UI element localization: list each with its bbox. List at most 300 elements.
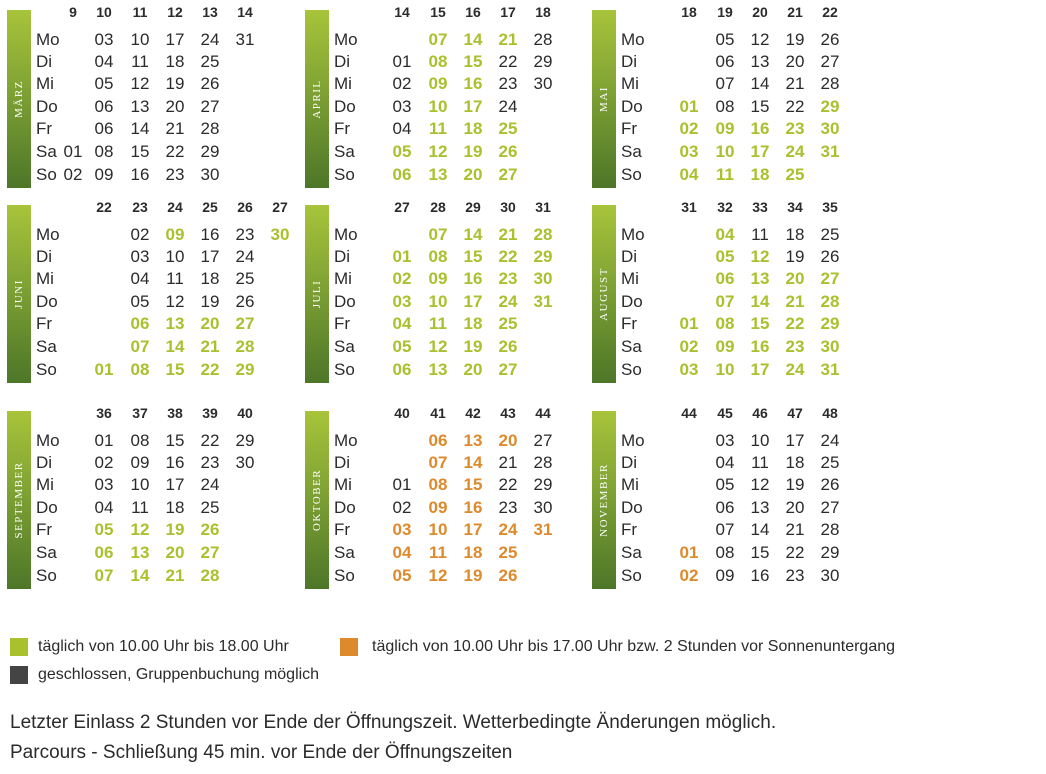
date-cell: 15 (750, 543, 770, 562)
day-name: So (621, 360, 642, 379)
week-number: 22 (96, 199, 112, 215)
date-cell: 13 (750, 52, 770, 71)
date-cell: 25 (200, 498, 220, 517)
date-cell: 24 (498, 520, 518, 539)
date-cell: 06 (392, 360, 412, 379)
day-name: Mi (621, 269, 639, 288)
date-cell: 08 (428, 475, 448, 494)
date-cell: 13 (463, 431, 483, 450)
day-name: So (36, 165, 57, 184)
day-name: Mi (621, 74, 639, 93)
week-number: 33 (752, 199, 768, 215)
date-cell: 06 (715, 498, 735, 517)
date-cell: 25 (498, 314, 518, 333)
date-cell: 30 (533, 74, 553, 93)
date-cell: 20 (165, 543, 185, 562)
date-cell: 31 (820, 142, 840, 161)
date-cell: 09 (715, 566, 735, 585)
day-name: Do (36, 97, 58, 116)
date-cell: 15 (750, 314, 770, 333)
day-name: Mo (621, 30, 645, 49)
day-name: Mi (334, 475, 352, 494)
date-cell: 27 (235, 314, 255, 333)
day-name: Sa (621, 142, 642, 161)
month-1 (298, 4, 598, 194)
date-cell: 12 (428, 337, 448, 356)
date-cell: 22 (785, 543, 805, 562)
day-name: Do (36, 292, 58, 311)
week-number: 45 (717, 405, 733, 421)
day-name: So (36, 360, 57, 379)
date-cell: 08 (715, 97, 735, 116)
month-5 (585, 199, 885, 389)
day-name: Mi (36, 74, 54, 93)
date-cell: 16 (750, 337, 770, 356)
date-cell: 10 (428, 292, 448, 311)
day-name: Sa (334, 543, 355, 562)
date-cell: 12 (130, 520, 150, 539)
date-cell: 03 (715, 431, 735, 450)
date-cell: 11 (751, 453, 769, 472)
date-cell: 16 (750, 566, 770, 585)
day-name: Mo (334, 30, 358, 49)
month-band (305, 411, 329, 589)
week-number: 34 (787, 199, 803, 215)
date-cell: 02 (130, 225, 150, 244)
date-cell: 28 (533, 225, 553, 244)
date-cell: 24 (200, 475, 220, 494)
date-cell: 03 (392, 97, 412, 116)
date-cell: 23 (200, 453, 220, 472)
date-cell: 20 (785, 498, 805, 517)
week-number: 39 (202, 405, 218, 421)
date-cell: 09 (428, 74, 448, 93)
day-name: Di (334, 52, 351, 71)
date-cell: 24 (200, 30, 220, 49)
month-band (592, 205, 616, 383)
legend-dark-text: geschlossen, Gruppenbuchung möglich (38, 666, 320, 683)
month-8 (585, 405, 885, 595)
date-cell: 04 (94, 498, 114, 517)
date-cell: 11 (131, 52, 149, 71)
month-7 (298, 405, 598, 595)
date-cell: 14 (463, 225, 483, 244)
date-cell: 22 (200, 360, 220, 379)
date-cell: 06 (94, 543, 114, 562)
date-cell: 22 (200, 431, 220, 450)
date-cell: 27 (498, 165, 518, 184)
date-cell: 20 (498, 431, 518, 450)
date-cell: 12 (130, 74, 150, 93)
day-name: Fr (621, 119, 638, 138)
date-cell: 08 (715, 543, 735, 562)
date-cell: 10 (750, 431, 770, 450)
week-number: 29 (465, 199, 481, 215)
date-cell: 18 (785, 225, 805, 244)
date-cell: 25 (200, 52, 220, 71)
date-cell: 02 (392, 498, 412, 517)
day-name: Di (621, 52, 638, 71)
date-cell: 23 (498, 269, 518, 288)
month-name: APRIL (311, 79, 323, 119)
date-cell: 23 (235, 225, 255, 244)
week-number: 14 (394, 4, 410, 20)
date-cell: 09 (428, 269, 448, 288)
week-number: 48 (822, 405, 838, 421)
week-number: 23 (132, 199, 148, 215)
date-cell: 08 (130, 431, 150, 450)
date-cell: 03 (392, 292, 412, 311)
date-cell: 22 (165, 142, 185, 161)
date-cell: 22 (498, 247, 518, 266)
week-number: 37 (132, 405, 148, 421)
week-number: 31 (535, 199, 551, 215)
date-cell: 29 (235, 360, 255, 379)
date-cell: 28 (533, 30, 553, 49)
day-name: Sa (36, 142, 57, 161)
month-band (7, 10, 31, 188)
week-number: 46 (752, 405, 768, 421)
date-cell: 29 (533, 247, 553, 266)
date-cell: 04 (130, 269, 150, 288)
month-band (592, 10, 616, 188)
date-cell: 24 (498, 292, 518, 311)
date-cell: 17 (463, 520, 483, 539)
date-cell: 27 (820, 269, 840, 288)
week-number: 32 (717, 199, 733, 215)
day-name: Di (334, 453, 351, 472)
date-cell: 06 (392, 165, 412, 184)
date-cell: 06 (715, 269, 735, 288)
date-cell: 09 (428, 498, 448, 517)
date-cell: 08 (94, 142, 114, 161)
date-cell: 12 (165, 292, 185, 311)
date-cell: 01 (63, 142, 83, 161)
date-cell: 20 (200, 314, 220, 333)
date-cell: 03 (679, 142, 699, 161)
date-cell: 21 (498, 225, 518, 244)
day-name: Fr (36, 119, 53, 138)
legend-green-text: täglich von 10.00 Uhr bis 18.00 Uhr (38, 638, 289, 655)
date-cell: 10 (130, 475, 150, 494)
date-cell: 05 (94, 520, 114, 539)
day-name: Mo (36, 431, 60, 450)
date-cell: 10 (130, 30, 150, 49)
date-cell: 21 (498, 30, 518, 49)
date-cell: 05 (392, 566, 412, 585)
month-band (305, 10, 329, 188)
week-number: 40 (237, 405, 253, 421)
date-cell: 30 (533, 269, 553, 288)
date-cell: 13 (165, 314, 185, 333)
date-cell: 12 (750, 247, 770, 266)
date-cell: 20 (463, 165, 483, 184)
note-parcours: Parcours - Schließung 45 min. vor Ende der Öffnungszeiten (10, 742, 513, 763)
date-cell: 14 (750, 292, 770, 311)
date-cell: 11 (429, 314, 447, 333)
date-cell: 26 (200, 74, 220, 93)
week-number: 40 (394, 405, 410, 421)
date-cell: 18 (463, 543, 483, 562)
date-cell: 25 (235, 269, 255, 288)
date-cell: 31 (235, 30, 255, 49)
date-cell: 06 (428, 431, 448, 450)
day-name: Fr (36, 520, 53, 539)
date-cell: 15 (165, 360, 185, 379)
date-cell: 19 (463, 142, 483, 161)
month-2 (585, 4, 885, 194)
date-cell: 27 (200, 543, 220, 562)
date-cell: 08 (715, 314, 735, 333)
date-cell: 05 (130, 292, 150, 311)
day-name: Fr (621, 520, 638, 539)
date-cell: 11 (166, 269, 184, 288)
date-cell: 21 (165, 119, 185, 138)
date-cell: 10 (715, 142, 735, 161)
date-cell: 09 (130, 453, 150, 472)
date-cell: 15 (463, 247, 483, 266)
date-cell: 25 (820, 453, 840, 472)
date-cell: 24 (785, 360, 805, 379)
month-band (592, 411, 616, 589)
week-number: 36 (96, 405, 112, 421)
date-cell: 24 (498, 97, 518, 116)
date-cell: 11 (429, 543, 447, 562)
date-cell: 21 (785, 520, 805, 539)
date-cell: 07 (715, 292, 735, 311)
date-cell: 17 (463, 97, 483, 116)
date-cell: 28 (200, 566, 220, 585)
legend-swatch-green (10, 638, 28, 656)
date-cell: 20 (463, 360, 483, 379)
week-number: 20 (752, 4, 768, 20)
date-cell: 15 (463, 475, 483, 494)
date-cell: 28 (820, 520, 840, 539)
date-cell: 11 (429, 119, 447, 138)
month-band (7, 411, 31, 589)
date-cell: 14 (463, 30, 483, 49)
date-cell: 28 (533, 453, 553, 472)
date-cell: 14 (463, 453, 483, 472)
month-name: SEPTEMBER (13, 461, 25, 539)
date-cell: 23 (785, 566, 805, 585)
date-cell: 27 (498, 360, 518, 379)
date-cell: 09 (94, 165, 114, 184)
date-cell: 04 (715, 225, 735, 244)
date-cell: 02 (392, 269, 412, 288)
month-name: MAI (598, 86, 610, 112)
day-name: Mi (334, 269, 352, 288)
date-cell: 05 (715, 475, 735, 494)
day-name: Sa (36, 337, 57, 356)
date-cell: 14 (165, 337, 185, 356)
week-number: 15 (430, 4, 446, 20)
date-cell: 05 (392, 337, 412, 356)
week-number: 9 (69, 4, 77, 20)
date-cell: 19 (165, 520, 185, 539)
date-cell: 17 (785, 431, 805, 450)
date-cell: 19 (785, 247, 805, 266)
day-name: Do (334, 292, 356, 311)
week-number: 41 (430, 405, 446, 421)
month-name: JUNI (13, 279, 25, 309)
date-cell: 01 (392, 52, 412, 71)
date-cell: 01 (679, 543, 699, 562)
date-cell: 02 (679, 337, 699, 356)
day-name: Sa (334, 337, 355, 356)
date-cell: 12 (428, 566, 448, 585)
date-cell: 05 (392, 142, 412, 161)
date-cell: 08 (130, 360, 150, 379)
date-cell: 18 (750, 165, 770, 184)
month-3 (0, 199, 300, 389)
date-cell: 25 (820, 225, 840, 244)
date-cell: 04 (679, 165, 699, 184)
day-name: So (36, 566, 57, 585)
date-cell: 16 (463, 269, 483, 288)
date-cell: 14 (750, 74, 770, 93)
date-cell: 18 (165, 498, 185, 517)
day-name: Do (621, 498, 643, 517)
week-number: 26 (237, 199, 253, 215)
day-name: Fr (621, 314, 638, 333)
week-number: 22 (822, 4, 838, 20)
date-cell: 29 (533, 475, 553, 494)
date-cell: 08 (428, 52, 448, 71)
date-cell: 16 (130, 165, 150, 184)
date-cell: 12 (750, 475, 770, 494)
date-cell: 27 (533, 431, 553, 450)
week-number: 10 (96, 4, 112, 20)
date-cell: 23 (785, 119, 805, 138)
date-cell: 10 (428, 520, 448, 539)
date-cell: 30 (820, 119, 840, 138)
date-cell: 11 (716, 165, 734, 184)
date-cell: 06 (130, 314, 150, 333)
day-name: Mi (36, 475, 54, 494)
day-name: Di (621, 453, 638, 472)
date-cell: 07 (428, 225, 448, 244)
day-name: Do (621, 292, 643, 311)
date-cell: 21 (785, 74, 805, 93)
day-name: So (334, 566, 355, 585)
date-cell: 19 (463, 337, 483, 356)
date-cell: 13 (428, 165, 448, 184)
date-cell: 31 (533, 520, 553, 539)
week-number: 13 (202, 4, 218, 20)
legend-orange-text: täglich von 10.00 Uhr bis 17.00 Uhr bzw. 2 Stunden vor Sonnenuntergang (372, 638, 896, 655)
day-name: So (621, 566, 642, 585)
date-cell: 25 (498, 119, 518, 138)
week-number: 31 (681, 199, 697, 215)
date-cell: 01 (679, 314, 699, 333)
date-cell: 15 (165, 431, 185, 450)
date-cell: 19 (463, 566, 483, 585)
legend-swatch-orange (340, 638, 358, 656)
date-cell: 06 (715, 52, 735, 71)
date-cell: 01 (392, 247, 412, 266)
date-cell: 05 (94, 74, 114, 93)
date-cell: 19 (200, 292, 220, 311)
day-name: Di (36, 52, 53, 71)
date-cell: 07 (94, 566, 114, 585)
date-cell: 15 (130, 142, 150, 161)
day-name: Do (621, 97, 643, 116)
date-cell: 20 (165, 97, 185, 116)
day-name: Mo (621, 225, 645, 244)
date-cell: 16 (463, 74, 483, 93)
date-cell: 18 (463, 314, 483, 333)
date-cell: 24 (820, 431, 840, 450)
date-cell: 13 (750, 498, 770, 517)
date-cell: 10 (428, 97, 448, 116)
date-cell: 11 (751, 225, 769, 244)
week-number: 25 (202, 199, 218, 215)
month-6 (0, 405, 300, 595)
date-cell: 09 (165, 225, 185, 244)
date-cell: 17 (463, 292, 483, 311)
week-number: 19 (717, 4, 733, 20)
date-cell: 29 (200, 142, 220, 161)
day-name: Di (334, 247, 351, 266)
day-name: Sa (334, 142, 355, 161)
date-cell: 28 (235, 337, 255, 356)
day-name: Di (36, 453, 53, 472)
month-name: NOVEMBER (598, 463, 610, 537)
date-cell: 04 (94, 52, 114, 71)
date-cell: 03 (94, 475, 114, 494)
day-name: Mi (621, 475, 639, 494)
date-cell: 21 (165, 566, 185, 585)
date-cell: 10 (165, 247, 185, 266)
date-cell: 03 (679, 360, 699, 379)
date-cell: 18 (785, 453, 805, 472)
date-cell: 17 (750, 142, 770, 161)
date-cell: 20 (785, 52, 805, 71)
date-cell: 30 (270, 225, 290, 244)
date-cell: 21 (498, 453, 518, 472)
date-cell: 25 (498, 543, 518, 562)
week-number: 28 (430, 199, 446, 215)
date-cell: 26 (820, 247, 840, 266)
date-cell: 26 (498, 142, 518, 161)
date-cell: 26 (820, 475, 840, 494)
day-name: Mo (621, 431, 645, 450)
date-cell: 19 (785, 30, 805, 49)
date-cell: 30 (533, 498, 553, 517)
date-cell: 23 (498, 498, 518, 517)
date-cell: 28 (820, 292, 840, 311)
day-name: Sa (36, 543, 57, 562)
date-cell: 01 (94, 360, 114, 379)
week-number: 14 (237, 4, 253, 20)
date-cell: 07 (715, 520, 735, 539)
date-cell: 01 (392, 475, 412, 494)
date-cell: 29 (820, 543, 840, 562)
week-number: 30 (500, 199, 516, 215)
date-cell: 30 (820, 566, 840, 585)
month-4 (298, 199, 598, 389)
week-number: 43 (500, 405, 516, 421)
date-cell: 17 (750, 360, 770, 379)
day-name: Mo (334, 225, 358, 244)
date-cell: 30 (200, 165, 220, 184)
day-name: Sa (621, 337, 642, 356)
week-number: 21 (787, 4, 803, 20)
day-name: Fr (36, 314, 53, 333)
date-cell: 29 (820, 314, 840, 333)
month-name: JULI (311, 279, 323, 309)
